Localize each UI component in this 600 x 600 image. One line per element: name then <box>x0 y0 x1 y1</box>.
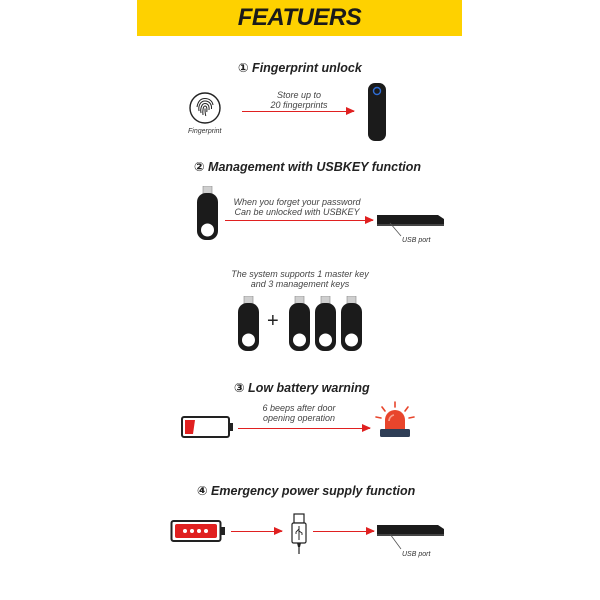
cable-arrow <box>313 531 374 532</box>
usbkey-note-line1: When you forget your password <box>233 197 361 207</box>
keys-note <box>222 269 378 289</box>
battery-note-line2: opening operation <box>262 413 336 423</box>
usbkey-heading: ② Management with USBKEY function <box>194 160 422 174</box>
fingerprint-icon <box>188 91 222 125</box>
usb-port-pointer-icon <box>389 222 405 238</box>
battery-note <box>254 403 344 423</box>
management-key-icon-2 <box>313 296 338 352</box>
fingerprint-icon-label: Fingerprint <box>188 128 222 135</box>
banner-title: FEATUERS <box>237 4 362 31</box>
usb-port-label: USB port <box>402 237 431 244</box>
usb-cable-icon <box>289 513 309 555</box>
usbkey-note <box>226 197 368 217</box>
usb-key-icon <box>195 186 220 241</box>
alarm-light-icon <box>374 401 416 439</box>
features-banner <box>137 0 462 36</box>
usb-port-device <box>376 213 446 229</box>
fingerprint-arrow <box>242 111 354 112</box>
fingerprint-lock-device <box>366 82 388 142</box>
battery-arrow <box>238 428 370 429</box>
management-key-icon-3 <box>339 296 364 352</box>
fingerprint-note-line1: Store up to <box>276 90 322 100</box>
usb-port-device-2 <box>376 523 446 539</box>
battery-heading: ③ Low battery warning <box>234 381 370 395</box>
fingerprint-note <box>258 90 340 110</box>
usb-port-label-2: USB port <box>402 551 431 558</box>
plus-sign: + <box>267 310 279 332</box>
fingerprint-heading: ① Fingerprint unlock <box>238 61 362 75</box>
emergency-heading: ④ Emergency power supply function <box>197 484 416 498</box>
usb-port-pointer-icon-2 <box>389 533 405 551</box>
management-key-icon-1 <box>287 296 312 352</box>
usbkey-arrow <box>225 220 373 221</box>
battery-note-line1: 6 beeps after door <box>262 403 336 413</box>
keys-note-line2: and 3 management keys <box>250 279 350 289</box>
keys-note-line1: The system supports 1 master key <box>231 269 369 279</box>
master-key-icon <box>236 296 261 352</box>
fingerprint-note-line2: 20 fingerprints <box>270 100 328 110</box>
low-battery-icon <box>181 415 235 439</box>
usbkey-note-line2: Can be unlocked with USBKEY <box>234 207 360 217</box>
power-bank-arrow <box>231 531 282 532</box>
power-bank-icon <box>170 519 228 543</box>
